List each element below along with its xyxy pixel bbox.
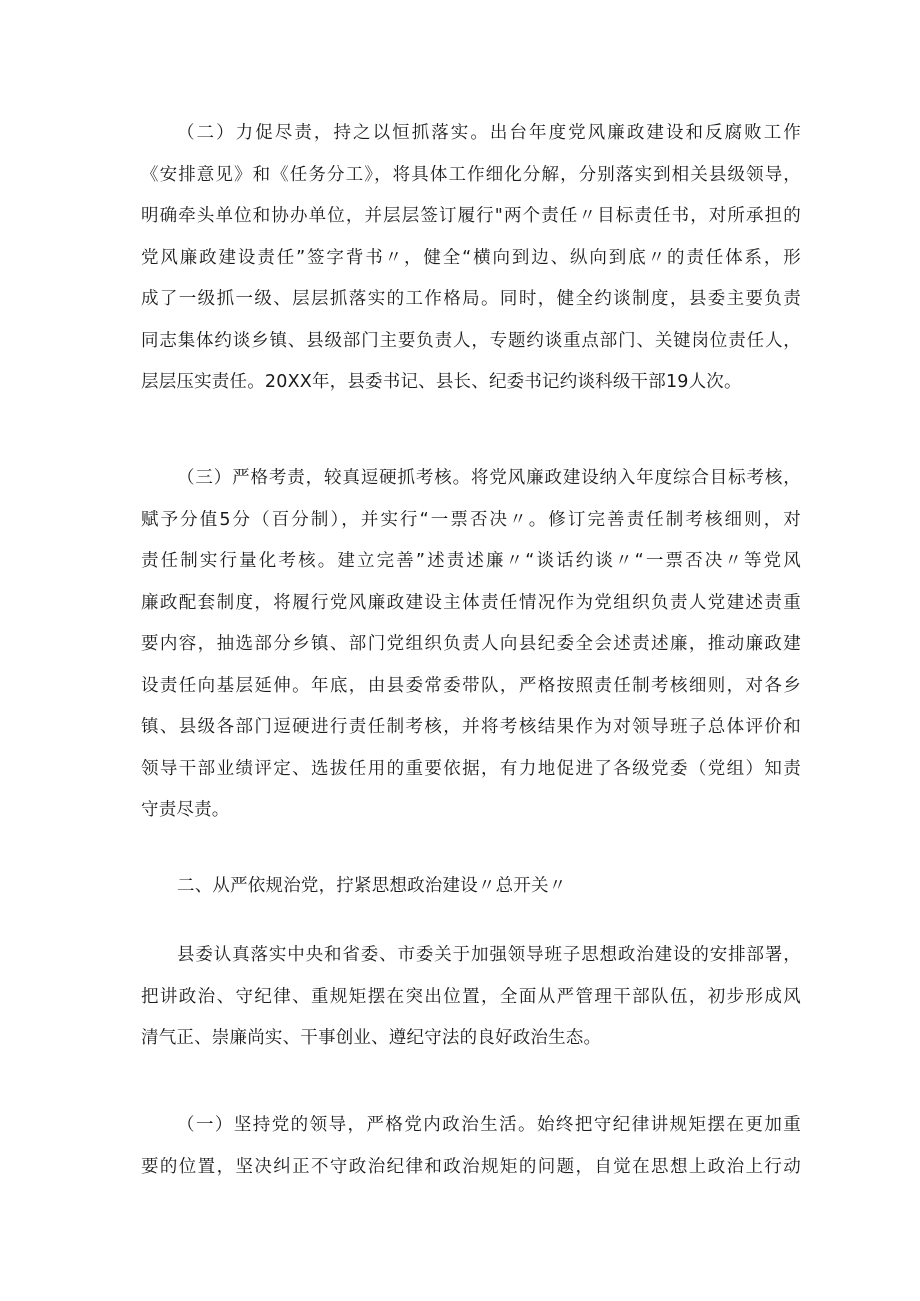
text-line: 责任制实行量化考核。建立完善”述责述廉〃“谈话约谈〃“一票否决〃等党风: [141, 551, 801, 571]
text-line: 领导干部业绩评定、选拔任用的重要依据，有力地促进了各级党委（党组）知责: [141, 758, 801, 779]
text-line: 《安排意见》和《任务分工》，将具体工作细化分解，分别落实到相关县级领导，: [141, 164, 801, 185]
text-line: 赋予分值5分（百分制），并实行“一票否决〃。修订完善责任制考核细则，对: [141, 509, 801, 530]
text-line: 成了一级抓一级、层层抓落实的工作格局。同时，健全约谈制度，县委主要负责: [141, 289, 801, 309]
paragraph-party-leadership: [141, 1105, 801, 1188]
text-line: 同志集体约谈乡镇、县级部门主要负责人，专题约谈重点部门、关键岗位责任人，: [141, 330, 801, 351]
paragraph-intro: [141, 935, 801, 1060]
paragraph-assessment: [141, 458, 801, 832]
text-line: 明确牵头单位和协办单位，并层层签订履行"两个责任〃目标责任书，对所承担的: [141, 206, 801, 226]
text-line: 镇、县级各部门逗硬进行责任制考核，并将考核结果作为对领导班子总体评价和: [141, 717, 801, 737]
text-line: （三）严格考责，较真逗硬抓考核。将党风廉政建设纳入年度综合目标考核，: [177, 468, 801, 488]
text-line: 清气正、崇廉尚实、干事创业、遵纪守法的良好政治生态。: [141, 1028, 602, 1048]
text-line: 要内容，抽选部分乡镇、部门党组织负责人向县纪委全会述责述廉，推动廉政建: [141, 634, 801, 654]
text-line: 设责任向基层延伸。年底，由县委常委带队，严格按照责任制考核细则，对各乡: [141, 675, 801, 696]
text-line: 把讲政治、守纪律、重规矩摆在突出位置，全面从严管理干部队伍，初步形成风: [141, 986, 801, 1007]
heading-text: 二、从严依规治党，拧紧思想政治建设〃总开关〃: [177, 876, 567, 896]
text-line: 守责尽责。: [141, 800, 230, 820]
text-line: 层层压实责任。20XX年，县委书记、县长、纪委书记约谈科级干部19人次。: [141, 372, 742, 392]
text-line: 县委认真落实中央和省委、市委关于加强领导班子思想政治建设的安排部署，: [177, 945, 801, 965]
section-heading: [141, 866, 801, 908]
text-line: 廉政配套制度，将履行党风廉政建设主体责任情况作为党组织负责人党建述责重: [141, 592, 801, 613]
text-line: （一）坚持党的领导，严格党内政治生活。始终把守纪律讲规矩摆在更加重: [177, 1115, 801, 1135]
text-line: 党风廉政建设责任”签字背书〃，健全“横向到边、纵向到底〃的责任体系，形: [141, 247, 801, 268]
text-line: 要的位置，坚决纠正不守政治纪律和政治规矩的问题，自觉在思想上政治上行动: [141, 1156, 801, 1177]
text-line: （二）力促尽责，持之以恒抓落实。出台年度党风廉政建设和反腐败工作: [177, 123, 801, 143]
paragraph-responsibility-implementation: [141, 113, 801, 404]
